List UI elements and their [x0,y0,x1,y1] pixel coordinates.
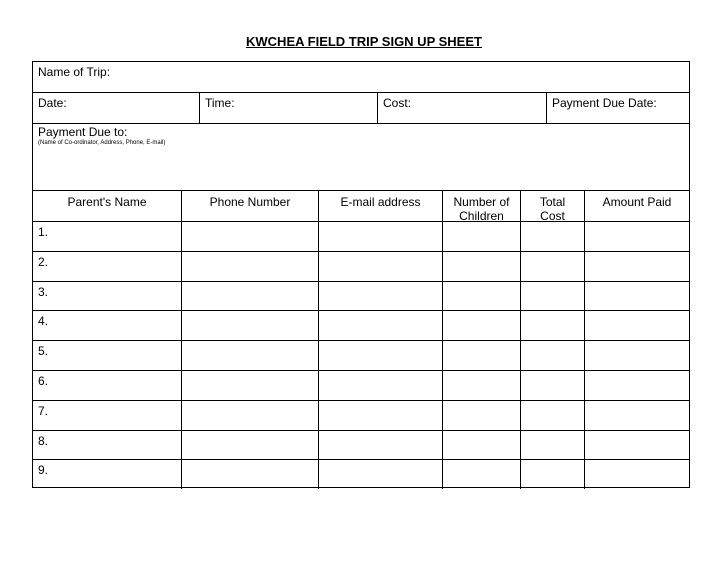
cell-email[interactable] [318,401,442,430]
cell-children[interactable] [442,371,520,400]
row-number: 8. [38,433,49,448]
date-cell[interactable] [33,93,199,123]
cell-parent-name[interactable] [33,371,181,400]
cell-parent-name[interactable] [33,341,181,370]
cell-children[interactable] [442,341,520,370]
cell-email[interactable] [318,222,442,251]
cell-amount-paid[interactable] [584,311,689,340]
time-cell[interactable] [199,93,377,123]
table-row [33,251,689,281]
row-number: 5. [38,344,49,359]
date-time-cost-row [33,92,689,123]
cell-phone[interactable] [181,371,318,400]
signup-form [32,61,690,488]
row-number: 4. [38,314,49,329]
row-number: 2. [38,254,49,269]
cell-parent-name[interactable] [33,401,181,430]
cell-phone[interactable] [181,341,318,370]
row-number: 3. [38,284,49,299]
col-header-total-cost-line1: Total [539,195,566,209]
row-number: 7. [38,403,49,418]
col-header-amount-paid-text: Amount Paid [602,195,672,209]
col-header-parent-name-text: Parent's Name [67,195,147,209]
col-header-phone [181,191,318,221]
table-row [33,281,689,311]
table-row [33,370,689,400]
cell-children[interactable] [442,311,520,340]
cell-email[interactable] [318,311,442,340]
cell-parent-name[interactable] [33,460,181,489]
cell-amount-paid[interactable] [584,341,689,370]
cell-amount-paid[interactable] [584,401,689,430]
col-header-children-line1: Number of [453,195,510,209]
payment-due-to-label: Payment Due to: [38,125,128,139]
table-header-row [33,190,689,221]
cell-children[interactable] [442,252,520,281]
cell-phone[interactable] [181,252,318,281]
cell-total-cost[interactable] [520,252,584,281]
cell-email[interactable] [318,341,442,370]
table-row [33,340,689,370]
cost-cell[interactable] [377,93,546,123]
cell-email[interactable] [318,460,442,489]
cell-email[interactable] [318,431,442,460]
cell-phone[interactable] [181,431,318,460]
cell-email[interactable] [318,282,442,311]
table-row [33,221,689,251]
cell-amount-paid[interactable] [584,431,689,460]
cell-children[interactable] [442,401,520,430]
payment-due-to-row[interactable] [33,123,689,190]
table-row [33,459,689,489]
cell-parent-name[interactable] [33,222,181,251]
cell-total-cost[interactable] [520,460,584,489]
col-header-children-line2: Children [459,209,504,223]
col-header-parent-name [33,191,181,221]
cell-amount-paid[interactable] [584,252,689,281]
cell-email[interactable] [318,371,442,400]
cell-children[interactable] [442,431,520,460]
table-row [33,400,689,430]
cell-children[interactable] [442,460,520,489]
cell-total-cost[interactable] [520,431,584,460]
cell-children[interactable] [442,282,520,311]
payment-due-to-note: (Name of Co-ordinator, Address, Phone, E-mail) [38,140,166,146]
col-header-phone-text: Phone Number [209,195,291,209]
cost-label: Cost: [383,96,412,110]
cell-parent-name[interactable] [33,282,181,311]
cell-total-cost[interactable] [520,371,584,400]
cell-amount-paid[interactable] [584,282,689,311]
cell-children[interactable] [442,222,520,251]
table-row [33,430,689,460]
cell-parent-name[interactable] [33,431,181,460]
col-header-email-text: E-mail address [340,195,421,209]
cell-phone[interactable] [181,460,318,489]
sheet-title: KWCHEA FIELD TRIP SIGN UP SHEET [246,34,482,49]
cell-email[interactable] [318,252,442,281]
cell-phone[interactable] [181,282,318,311]
cell-amount-paid[interactable] [584,222,689,251]
time-label: Time: [205,96,235,110]
cell-total-cost[interactable] [520,341,584,370]
trip-name-label: Name of Trip: [38,65,111,79]
col-header-total-cost [520,191,584,221]
cell-parent-name[interactable] [33,311,181,340]
row-number: 6. [38,374,49,388]
trip-name-row [33,62,689,92]
row-number: 9. [38,463,49,478]
payment-due-date-label: Payment Due Date: [552,96,657,110]
row-number: 1. [38,225,49,239]
col-header-amount-paid [584,191,689,221]
cell-phone[interactable] [181,311,318,340]
col-header-total-cost-line2: Cost [540,209,565,223]
cell-total-cost[interactable] [520,401,584,430]
cell-total-cost[interactable] [520,311,584,340]
col-header-email [318,191,442,221]
col-header-children [442,191,520,221]
cell-phone[interactable] [181,222,318,251]
cell-amount-paid[interactable] [584,371,689,400]
cell-total-cost[interactable] [520,222,584,251]
payment-due-date-cell[interactable] [546,93,689,123]
table-row [33,310,689,340]
date-label: Date: [38,96,67,110]
cell-total-cost[interactable] [520,282,584,311]
cell-phone[interactable] [181,401,318,430]
cell-parent-name[interactable] [33,252,181,281]
cell-amount-paid[interactable] [584,460,689,489]
